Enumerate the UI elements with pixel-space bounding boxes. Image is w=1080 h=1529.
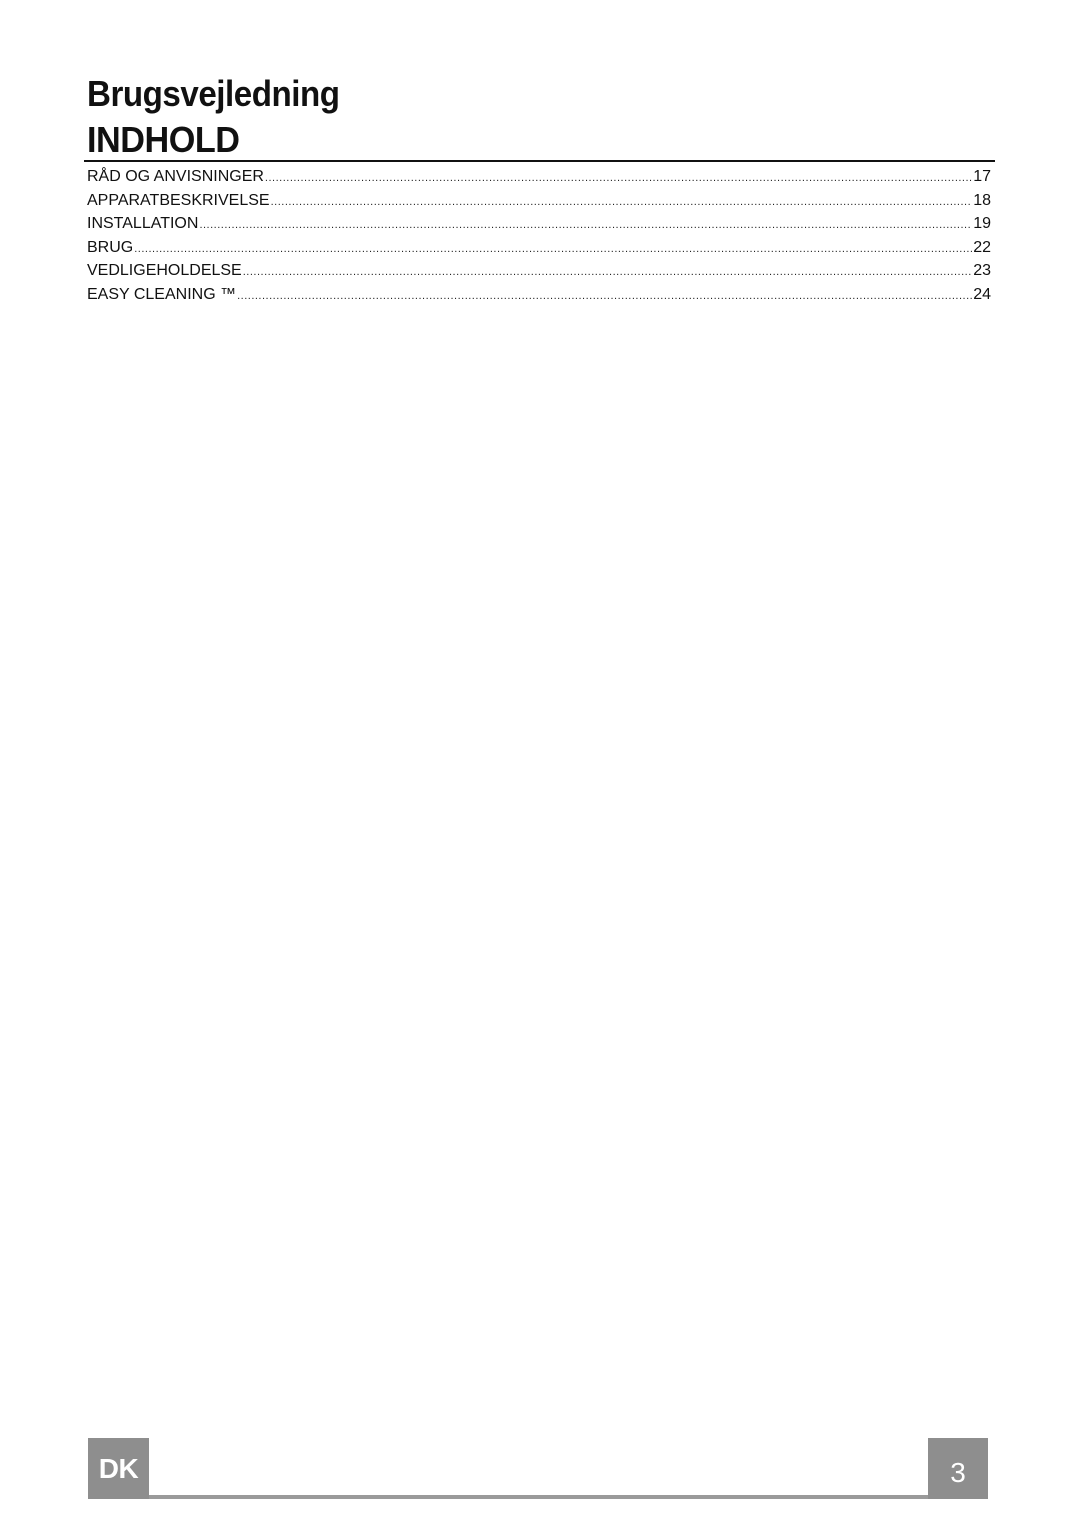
toc-entry-page: 19 (973, 215, 991, 233)
toc-entry-vedligeholdelse[interactable] (87, 259, 991, 283)
toc-entry-label: INSTALLATION (87, 215, 199, 233)
toc-dot-leader (237, 285, 972, 307)
toc-entry-label: RÅD OG ANVISNINGER (87, 168, 264, 185)
language-tab: DK (88, 1438, 149, 1499)
heading-divider (84, 160, 995, 162)
toc-entry-page: 24 (973, 285, 991, 303)
toc-entry-page: 18 (973, 191, 991, 209)
toc-entry-label: BRUG (87, 238, 134, 256)
toc-entry-page: 23 (973, 262, 991, 280)
footer-rule (88, 1495, 988, 1499)
toc-entry-brug[interactable] (87, 236, 991, 260)
toc-entry-installation[interactable] (87, 212, 991, 236)
toc-dot-leader (134, 238, 972, 260)
toc-entry-label: EASY CLEANING ™ (87, 285, 237, 303)
toc-entry-easy-cleaning[interactable] (87, 283, 991, 307)
toc-dot-leader (199, 214, 972, 236)
toc-entry-apparatbeskrivelse[interactable] (87, 189, 991, 213)
toc-entry-page: 22 (973, 238, 991, 256)
manual-title: Brugsvejledning (87, 73, 340, 114)
toc-entry-label: VEDLIGEHOLDELSE (87, 262, 242, 280)
table-of-contents (87, 165, 991, 307)
contents-heading: INDHOLD (87, 119, 240, 160)
toc-entry-page: 17 (973, 168, 991, 185)
toc-dot-leader (265, 167, 972, 189)
toc-dot-leader (271, 191, 973, 213)
toc-entry-raad-og-anvisninger[interactable] (87, 165, 991, 189)
toc-entry-label: APPARATBESKRIVELSE (87, 191, 270, 209)
toc-dot-leader (243, 261, 972, 283)
page-number: 3 (928, 1438, 988, 1499)
